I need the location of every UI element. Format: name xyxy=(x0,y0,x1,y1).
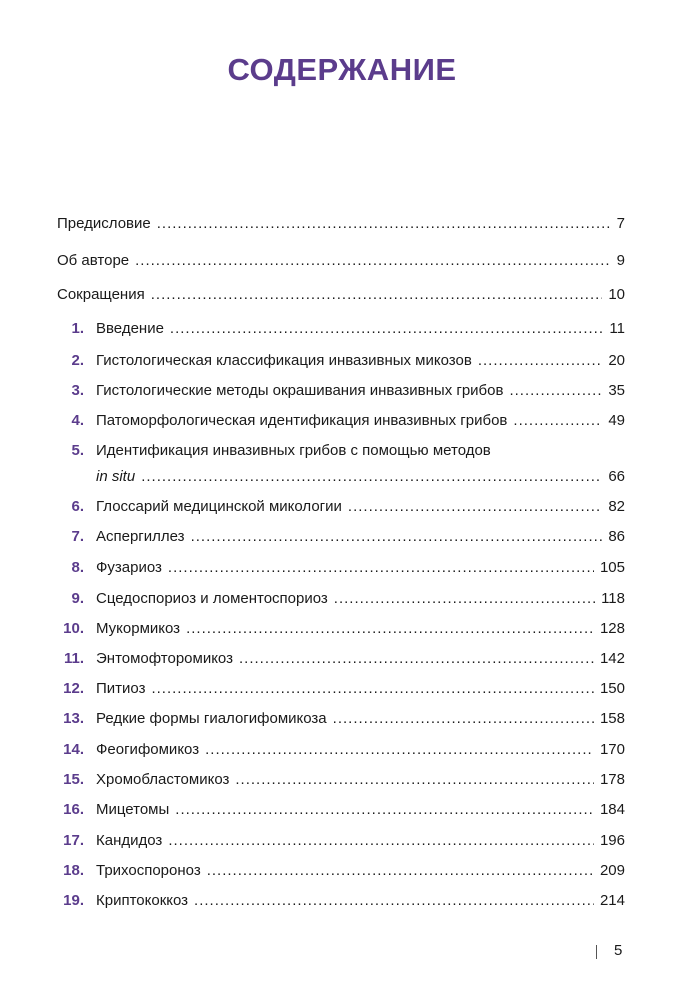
toc-entry-label: Аспергиллез xyxy=(96,528,185,545)
toc-chapter-1[interactable] xyxy=(57,320,625,338)
toc-entry-label: Кандидоз xyxy=(96,832,163,849)
toc-entry-label: Феогифомикоз xyxy=(96,741,200,758)
toc-entry-page: 49 xyxy=(608,412,625,429)
toc-entry-label: Введение xyxy=(96,320,164,337)
toc-entry-label-continued: in situ xyxy=(96,468,136,485)
toc-chapter-17[interactable] xyxy=(57,832,625,850)
toc-chapter-9[interactable] xyxy=(57,590,625,608)
chapter-number: 3. xyxy=(71,382,84,399)
dot-leader xyxy=(348,498,602,516)
toc-entry-page: 178 xyxy=(599,771,625,788)
dot-leader xyxy=(333,710,594,728)
toc-entry-label: Об авторе xyxy=(57,252,130,269)
toc-entry-label: Мукормикоз xyxy=(96,620,181,637)
toc-entry-label: Питиоз xyxy=(96,680,146,697)
toc-entry-label: Патоморфологическая идентификация инвазивных грибов xyxy=(96,412,508,429)
toc-entry-label: Редкие формы гиалогифомикоза xyxy=(96,710,327,727)
toc-chapter-2[interactable] xyxy=(57,352,625,370)
dot-leader xyxy=(513,412,602,430)
toc-chapter-15[interactable] xyxy=(57,771,625,789)
chapter-number: 11. xyxy=(63,650,84,667)
toc-entry-label: Гистологическая классификация инвазивных микозов xyxy=(96,352,472,369)
toc-entry-page: 7 xyxy=(616,215,625,232)
toc-entry-page: 170 xyxy=(599,741,625,758)
toc-chapter-18[interactable] xyxy=(57,862,625,880)
chapter-number: 15. xyxy=(63,771,84,788)
toc-entry-label: Гистологические методы окрашивания инвазивных грибов xyxy=(96,382,504,399)
toc-entry-page: 35 xyxy=(608,382,625,399)
toc-chapter-6[interactable] xyxy=(57,498,625,516)
toc-chapter-8[interactable] xyxy=(57,559,625,577)
dot-leader xyxy=(235,771,594,789)
toc-entry-label: Глоссарий медицинской микологии xyxy=(96,498,342,515)
toc-entry-page: 11 xyxy=(609,320,625,337)
dot-leader xyxy=(168,559,594,577)
toc-entry-page: 66 xyxy=(608,468,625,485)
chapter-number: 4. xyxy=(71,412,84,429)
toc-entry-page: 184 xyxy=(599,801,625,818)
toc-entry-page: 9 xyxy=(616,252,625,269)
dot-leader xyxy=(151,286,603,304)
dot-leader xyxy=(141,468,602,486)
chapter-number: 13. xyxy=(63,710,84,727)
dot-leader xyxy=(135,252,611,270)
toc-entry-page: 158 xyxy=(599,710,625,727)
dot-leader xyxy=(205,741,594,759)
dot-leader xyxy=(207,862,594,880)
chapter-number: 8. xyxy=(71,559,84,576)
chapter-number: 5. xyxy=(71,442,84,459)
toc-entry-label: Энтомофторомикоз xyxy=(96,650,233,667)
toc-chapter-14[interactable] xyxy=(57,741,625,759)
toc-chapter-5[interactable] xyxy=(57,442,625,486)
chapter-number: 18. xyxy=(63,862,84,879)
dot-leader xyxy=(157,215,611,233)
chapter-number: 2. xyxy=(71,352,84,369)
dot-leader xyxy=(509,382,602,400)
toc-chapter-10[interactable] xyxy=(57,620,625,638)
toc-chapter-16[interactable] xyxy=(57,801,625,819)
toc-chapter-4[interactable] xyxy=(57,412,625,430)
footer-page-number: 5 xyxy=(614,942,623,959)
toc-chapter-7[interactable] xyxy=(57,528,625,546)
toc-entry-abbreviations[interactable] xyxy=(57,286,625,304)
toc-entry-page: 214 xyxy=(599,892,625,909)
chapter-number: 12. xyxy=(63,680,84,697)
toc-chapter-19[interactable] xyxy=(57,892,625,910)
toc-entry-label: Трихоспороноз xyxy=(96,862,201,879)
chapter-number: 9. xyxy=(71,590,84,607)
dot-leader xyxy=(239,650,594,668)
toc-entry-page: 82 xyxy=(608,498,625,515)
toc-chapter-3[interactable] xyxy=(57,382,625,400)
toc-entry-label: Идентификация инвазивных грибов с помощью методов xyxy=(96,442,491,459)
toc-entry-label: Криптококкоз xyxy=(96,892,189,909)
toc-entry-label: Сцедоспориоз и ломентоспориоз xyxy=(96,590,328,607)
dot-leader xyxy=(175,801,594,819)
toc-entry-about-author[interactable] xyxy=(57,252,625,270)
page-title: СОДЕРЖАНИЕ xyxy=(227,52,457,87)
toc-entry-page: 118 xyxy=(601,590,625,607)
toc-entry-page: 105 xyxy=(599,559,625,576)
chapter-number: 17. xyxy=(63,832,84,849)
dot-leader xyxy=(168,832,594,850)
toc-entry-page: 128 xyxy=(599,620,625,637)
toc-entry-label: Хромобластомикоз xyxy=(96,771,230,788)
chapter-number: 1. xyxy=(71,320,84,337)
toc-chapter-12[interactable] xyxy=(57,680,625,698)
chapter-number: 14. xyxy=(63,741,84,758)
toc-entry-page: 209 xyxy=(599,862,625,879)
chapter-number: 19. xyxy=(63,892,84,909)
toc-entry-page: 196 xyxy=(599,832,625,849)
toc-entry-label: Сокращения xyxy=(57,286,145,303)
toc-entry-page: 20 xyxy=(608,352,625,369)
dot-leader xyxy=(186,620,594,638)
toc-entry-label: Предисловие xyxy=(57,215,151,232)
dot-leader xyxy=(194,892,594,910)
toc-entry-label: Мицетомы xyxy=(96,801,170,818)
toc-entry-page: 142 xyxy=(599,650,625,667)
toc-entry-label: Фузариоз xyxy=(96,559,162,576)
dot-leader xyxy=(191,528,603,546)
chapter-number: 16. xyxy=(63,801,84,818)
dot-leader xyxy=(170,320,604,338)
footer-divider xyxy=(596,945,597,959)
toc-entry-page: 86 xyxy=(608,528,625,545)
toc-entry-page: 10 xyxy=(608,286,625,303)
chapter-number: 10. xyxy=(63,620,84,637)
dot-leader xyxy=(151,680,594,698)
toc-chapter-13[interactable] xyxy=(57,710,625,728)
toc-chapter-11[interactable] xyxy=(57,650,625,668)
toc-entry-page: 150 xyxy=(599,680,625,697)
dot-leader xyxy=(478,352,603,370)
dot-leader xyxy=(334,590,595,608)
toc-entry-preface[interactable] xyxy=(57,215,625,233)
chapter-number: 7. xyxy=(71,528,84,545)
chapter-number: 6. xyxy=(71,498,84,515)
